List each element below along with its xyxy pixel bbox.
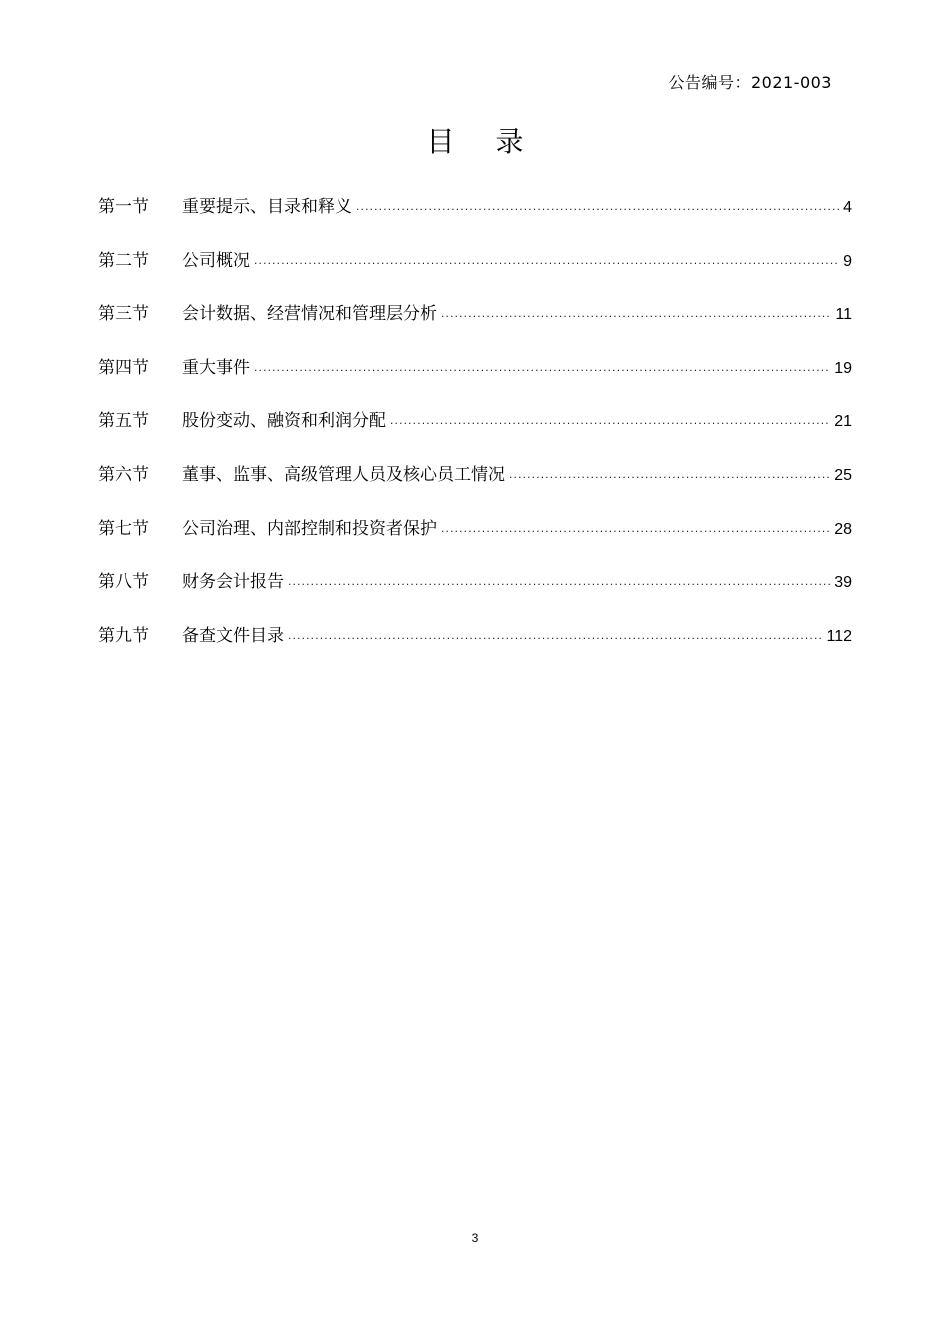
toc-entry-6[interactable] [98,460,852,514]
toc-entry-3[interactable] [98,299,852,353]
toc-page-number: 28 [834,520,852,538]
toc-entry-9[interactable] [98,621,852,675]
toc-dot-leader [288,574,830,588]
toc-entry-2[interactable] [98,246,852,300]
toc-section-label: 第二节 [98,250,149,271]
toc-section-name: 重要提示、目录和释义 [182,197,352,217]
toc-section-label: 第八节 [98,572,149,593]
toc-dot-leader [509,467,830,481]
toc-page-number: 39 [834,574,852,592]
toc-page-number: 19 [834,359,852,377]
toc-page-number: 112 [826,627,852,645]
toc-entry-4[interactable] [98,353,852,407]
announcement-number: 公告编号：2021-003 [668,73,832,92]
toc-section-name: 董事、监事、高级管理人员及核心员工情况 [182,464,505,485]
toc-page-number: 4 [843,199,852,216]
toc-entry-7[interactable] [98,514,852,568]
toc-dot-leader [254,253,839,267]
page-number: 3 [471,1231,479,1245]
toc-entry-8[interactable] [98,567,852,621]
toc-dot-leader [441,521,830,535]
toc-section-name: 公司治理、内部控制和投资者保护 [182,518,437,539]
toc-dot-leader [441,306,831,320]
toc-section-label: 第六节 [98,464,149,485]
toc-entry-5[interactable] [98,406,852,460]
table-of-contents [98,192,852,674]
toc-page-number: 9 [843,252,852,270]
toc-page-number: 21 [834,413,852,431]
toc-page-number: 11 [835,306,852,324]
toc-entry-1[interactable] [98,192,852,246]
toc-title: 目 录 [426,125,540,158]
toc-section-label: 第四节 [98,357,149,378]
toc-section-name: 财务会计报告 [182,572,284,593]
toc-dot-leader [390,413,830,427]
toc-section-name: 股份变动、融资和利润分配 [182,411,386,432]
toc-dot-leader [356,199,839,213]
toc-section-name: 备查文件目录 [182,625,284,646]
toc-section-label: 第九节 [98,625,149,646]
toc-section-name: 会计数据、经营情况和管理层分析 [182,304,437,325]
toc-section-label: 第七节 [98,518,149,539]
toc-section-name: 重大事件 [182,357,250,378]
toc-section-label: 第五节 [98,411,149,432]
toc-dot-leader [288,628,822,642]
toc-page-number: 25 [834,466,852,484]
toc-section-label: 第一节 [98,197,149,217]
toc-section-name: 公司概况 [182,250,250,271]
toc-section-label: 第三节 [98,304,149,325]
toc-dot-leader [254,360,830,374]
